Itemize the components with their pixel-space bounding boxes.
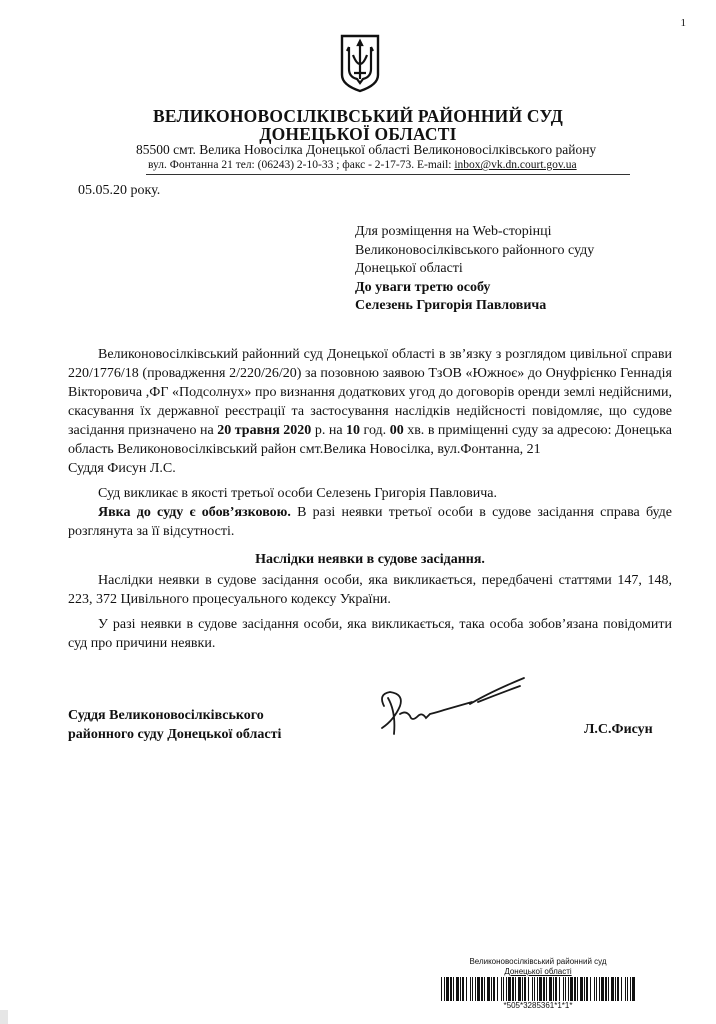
barcode-bar [605,977,607,1001]
barcode-bar [632,977,635,1001]
handwritten-signature [374,672,530,744]
barcode-bar [515,977,516,1001]
recipient-person: Селезень Григорія Павловича [355,298,547,313]
section-heading: Наслідки неявки в судове засідання. [255,552,485,567]
barcode-bar [456,977,459,1001]
court-stamp [436,957,640,1010]
barcode-bar [475,977,476,1001]
barcode-bar [534,977,535,1001]
recipient-line: Донецької області [355,261,463,276]
document-date: 05.05.20 року. [78,183,161,198]
barcode-bar [608,977,609,1001]
paragraph-attendance: Явка до суду є обов’язковою. В разі неявки третьої особи в судове засідання справа буде розглянута за її відсутності. [68,505,672,539]
barcode-bar [493,977,495,1001]
barcode-bar [621,977,622,1001]
barcode-bar [596,977,597,1001]
barcode-bar [524,977,526,1001]
stamp-region: Донецької області [504,966,572,976]
barcode-bar [503,977,504,1001]
barcode-bar [625,977,626,1001]
barcode-bar [563,977,564,1001]
judge-title: Суддя Великоновосілківського районного суду Донецької області [68,708,282,742]
barcode-bar [549,977,552,1001]
barcode-bar [508,977,511,1001]
court-contacts [148,159,577,171]
paragraph-main: Великоновосілківський районний суд Донецької області в зв’язку з розглядом цивільної справи 220/1776/18 (провадження 2/220/26/20) за позовною заявою ТзОВ «Южноє» до Онуфрієнко Геннадія Вікторовича ,ФГ «Подсолнух» про визнання додаткових угод до договорів оренди землі недійсними, скасування їх державної реєстрації та застосування наслідків недійсності повідомляє, що судове засідання призначено на 20 травня 2020 р. на 10 год. 00 хв. в приміщенні суду за адресою: Донецька область Великоновосілківський район смт.Велика Новосілка, вул.Фонтанна, 21 Суддя Фисун Л.С. [68,347,672,476]
barcode-bar [501,977,502,1001]
barcode-bar [518,977,521,1001]
paragraph-consequences: Наслідки неявки в судове засідання особи, яка викликається, передбачені статтями 147, 148, 223, 372 Цивільного процесуального кодексу України. [68,573,672,607]
barcode-bar [491,977,492,1001]
barcode-bar [580,977,583,1001]
judge-line: Суддя Фисун Л.С. [68,461,176,476]
barcode-bar [484,977,485,1001]
barcode-bar [522,977,523,1001]
recipient-attention: До уваги третю особу [355,279,491,295]
barcode-bar [539,977,542,1001]
barcode-bar [462,977,464,1001]
barcode [439,977,637,1001]
barcode-bar [599,977,600,1001]
contacts-text: вул. Фонтанна 21 тел: (06243) 2-10-33 ; факс - 2-17-73. E-mail: [148,159,455,171]
header-divider [146,174,630,175]
stamp-court: Великоновосілківський районний суд [469,957,607,966]
judge-name: Л.С.Фисун [584,722,653,737]
barcode-bar [565,977,566,1001]
barcode-bar [477,977,480,1001]
barcode-bar [470,977,471,1001]
court-name-line2: ДОНЕЦЬКОЇ ОБЛАСТІ [259,124,457,144]
page-number: 1 [680,17,686,29]
barcode-bar [553,977,554,1001]
barcode-bar [450,977,452,1001]
barcode-bar [555,977,557,1001]
barcode-bar [615,977,616,1001]
barcode-bar [590,977,591,1001]
court-name-line1: ВЕЛИКОНОВОСІЛКІВСЬКИЙ РАЙОННИЙ СУД [153,106,563,126]
barcode-bar [617,977,619,1001]
barcode-bar [577,977,578,1001]
barcode-bar [481,977,483,1001]
barcode-bar [611,977,614,1001]
barcode-bar [584,977,585,1001]
barcode-bar [546,977,547,1001]
scan-corner [0,1010,8,1024]
paragraph-notify: У разі неявки в судове засідання особи, яка викликається, така особа зобов’язана повідомити суд про причини неявки. [68,617,672,651]
barcode-bar [601,977,604,1001]
barcode-bar [497,977,498,1001]
barcode-bar [532,977,533,1001]
barcode-bar [537,977,538,1001]
barcode-bar [472,977,473,1001]
barcode-bar [570,977,573,1001]
recipient-line: Великоновосілківського районного суду [355,242,595,258]
barcode-bar [487,977,490,1001]
paragraph-summons: Суд викликає в якості третьої особи Селезень Григорія Павловича. [98,486,497,501]
barcode-bar [460,977,461,1001]
court-address: 85500 смт. Велика Новосілка Донецької області Великоновосілківського району [136,142,597,157]
recipient-block [355,223,594,316]
recipient-line: Для розміщення на Web-сторінці [355,224,552,239]
notice-body [68,345,672,653]
barcode-bar [466,977,467,1001]
barcode-bar [528,977,529,1001]
trident-icon [339,33,381,93]
email-link[interactable]: inbox@vk.dn.court.gov.ua [454,159,577,171]
barcode-bar [568,977,569,1001]
barcode-bar [512,977,514,1001]
barcode-bar [586,977,588,1001]
barcode-bar [559,977,560,1001]
barcode-bar [444,977,445,1001]
barcode-bar [627,977,628,1001]
barcode-bar [594,977,595,1001]
barcode-bar [574,977,576,1001]
barcode-text: *505*3285361*1*1* [503,1001,573,1010]
barcode-bar [543,977,545,1001]
barcode-bar [630,977,631,1001]
barcode-bar [446,977,449,1001]
barcode-bar [506,977,507,1001]
barcode-bar [441,977,442,1001]
barcode-bar [453,977,454,1001]
